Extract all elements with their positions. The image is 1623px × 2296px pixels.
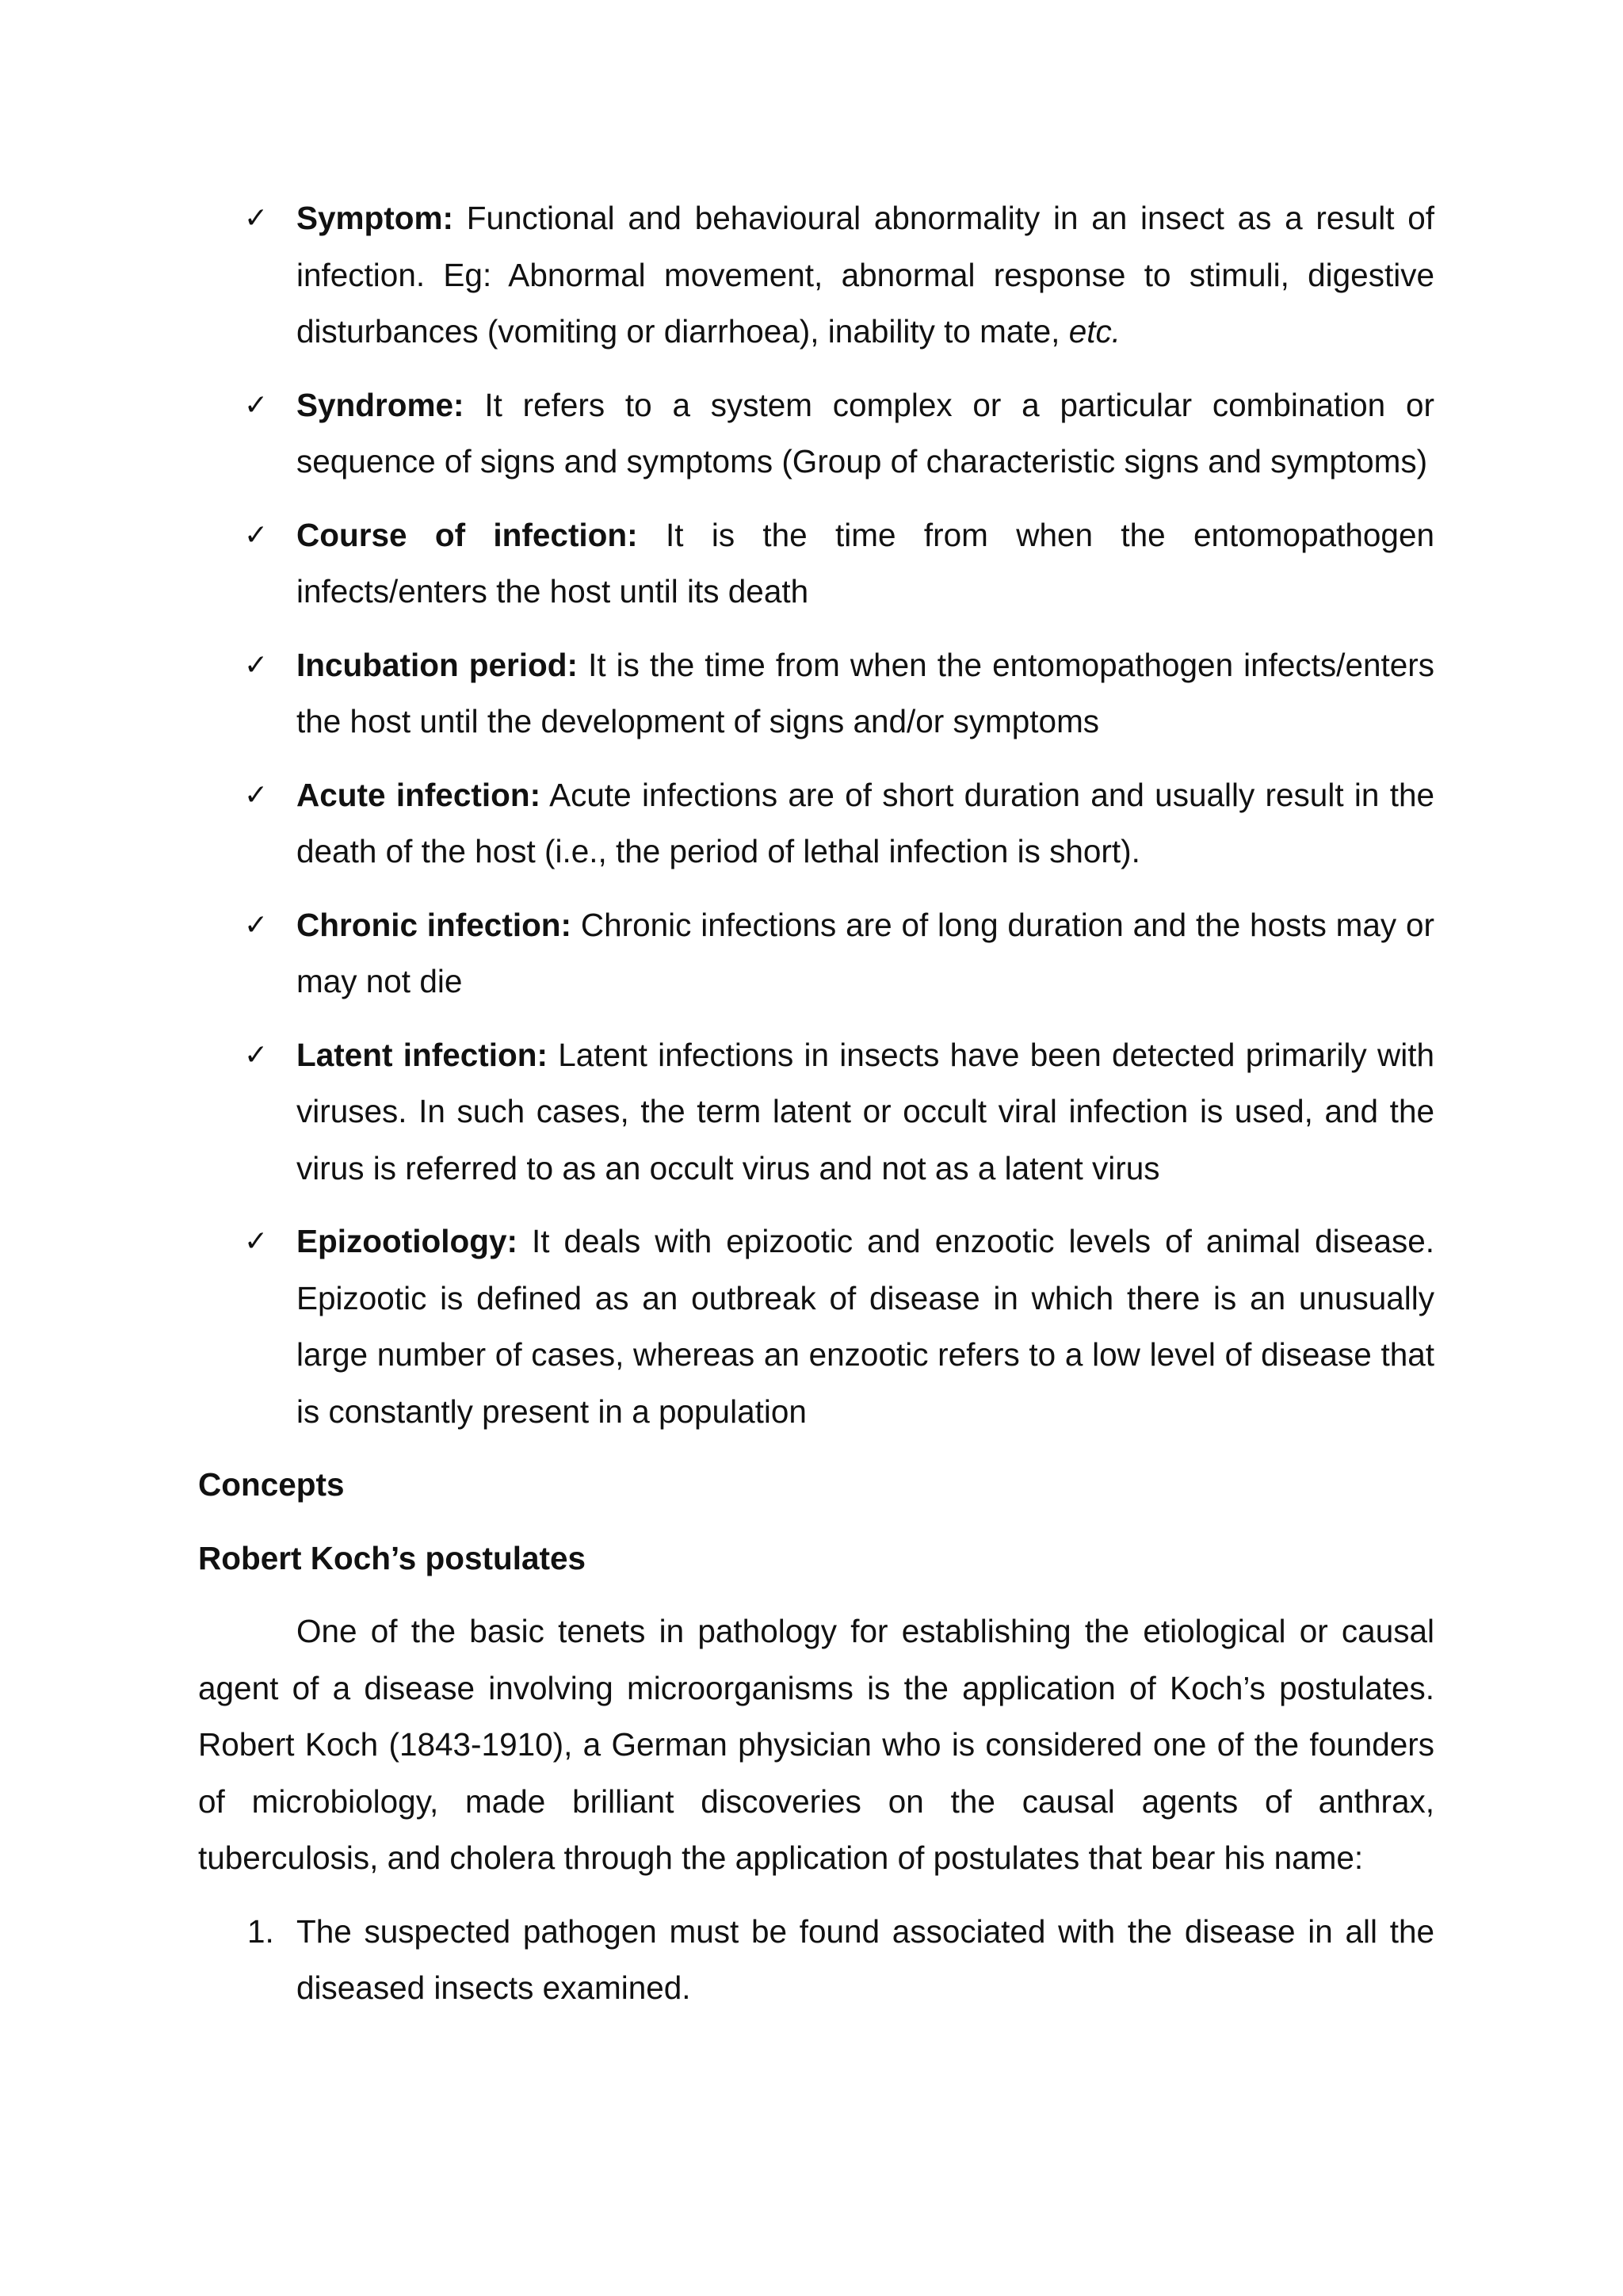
definition-term: Epizootiology: bbox=[296, 1223, 517, 1259]
definition-item-course-of-infection bbox=[198, 507, 1434, 621]
definition-term: Symptom: bbox=[296, 200, 454, 236]
definition-italic-text: etc. bbox=[1068, 313, 1121, 350]
definition-item-epizootiology bbox=[198, 1213, 1434, 1440]
checkmark-icon: ✓ bbox=[244, 908, 269, 942]
definition-term: Course of infection: bbox=[296, 516, 638, 553]
checkmark-icon: ✓ bbox=[244, 518, 269, 552]
definition-item-chronic-infection bbox=[198, 897, 1434, 1010]
page-content bbox=[198, 190, 1434, 2034]
checkmark-icon: ✓ bbox=[244, 648, 269, 682]
body-paragraph: One of the basic tenets in pathology for establishing the etiological or causal agent of a disease involving microorganisms is the application of Koch’s postulates. Robert Koch (1843-1910), a German physician who is considered one of the founders of microbiology, made brilliant discoveries on the causal agents of anthrax, tuberculosis, and cholera through the application of postulates that bear his name: bbox=[198, 1613, 1434, 1876]
definition-item-latent-infection bbox=[198, 1027, 1434, 1198]
checkmark-icon: ✓ bbox=[244, 202, 269, 235]
definition-term: Chronic infection: bbox=[296, 906, 572, 943]
definition-text: It is the time from when the entomopathogen infects/enters the host until the development of signs and/or symptoms bbox=[296, 646, 1435, 739]
definition-text: It refers to a system complex or a particular combination or sequence of signs and symptoms (Group of characteristic signs and symptoms) bbox=[296, 386, 1434, 479]
definition-text: Acute infections are of short duration and usually result in the death of the host (i.e., the period of lethal infection is short). bbox=[296, 776, 1434, 869]
checkmark-icon: ✓ bbox=[244, 1225, 269, 1258]
definition-text: It is the time from when the entomopathogen infects/enters the host until its death bbox=[296, 516, 1434, 609]
checkmark-icon: ✓ bbox=[244, 778, 269, 812]
postulate-text: The suspected pathogen must be found associated with the disease in all the diseased insects examined. bbox=[296, 1912, 1434, 2006]
definition-item-acute-infection bbox=[198, 767, 1434, 881]
definition-text: It deals with epizootic and enzootic levels of animal disease. Epizootic is defined as an outbreak of disease in which there is an unusually large number of cases, whereas an enzootic refers to a low level of disease that is constantly present in a population bbox=[296, 1223, 1434, 1430]
checkmark-icon: ✓ bbox=[244, 388, 269, 422]
definition-text: Functional and behavioural abnormality in an insect as a result of infection. Eg: Abnormal movement, abnormal response to stimuli, digestive disturbances (vomiting or diarrhoea), inability to mate, bbox=[296, 200, 1434, 350]
section-heading-koch-postulates: Robert Koch’s postulates bbox=[198, 1539, 586, 1576]
definition-term: Incubation period: bbox=[296, 646, 579, 683]
definition-item-syndrome bbox=[198, 377, 1434, 491]
checkmark-icon: ✓ bbox=[244, 1038, 269, 1072]
section-heading-concepts: Concepts bbox=[198, 1466, 345, 1503]
definition-text: Chronic infections are of long duration and the hosts may or may not die bbox=[296, 906, 1434, 999]
list-number: 1. bbox=[247, 1912, 274, 1950]
definition-item-incubation-period bbox=[198, 637, 1434, 751]
definition-term: Latent infection: bbox=[296, 1036, 548, 1073]
postulate-item bbox=[198, 1904, 1434, 2017]
definition-item-symptom bbox=[198, 190, 1434, 361]
definition-term: Syndrome: bbox=[296, 386, 464, 423]
definition-text: Latent infections in insects have been detected primarily with viruses. In such cases, the term latent or occult viral infection is used, and the virus is referred to as an occult virus and not as a latent virus bbox=[296, 1036, 1434, 1186]
definition-term: Acute infection: bbox=[296, 776, 541, 813]
